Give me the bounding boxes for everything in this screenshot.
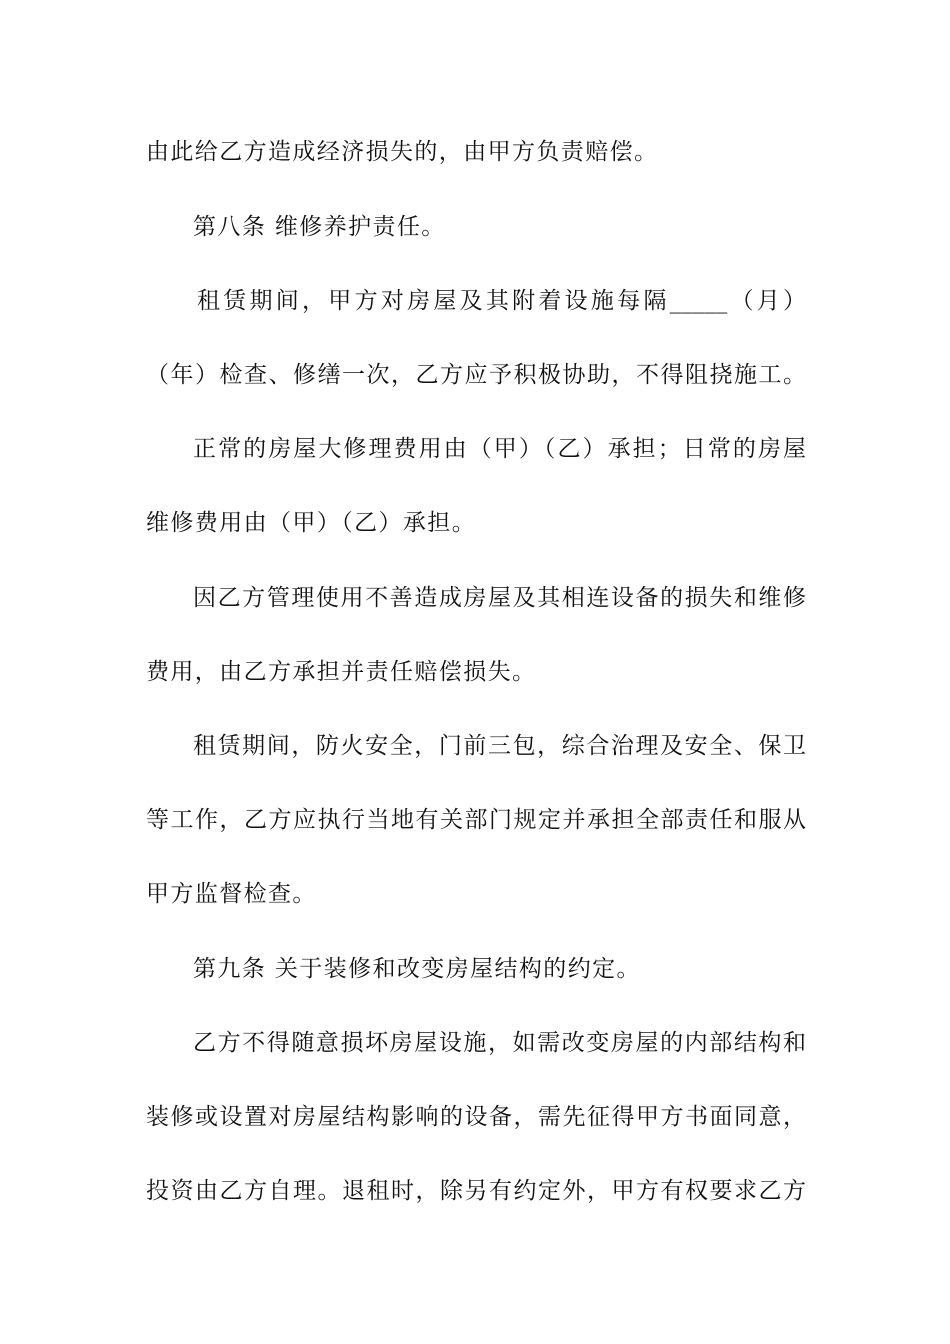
text-line-1: 由此给乙方造成经济损失的，由甲方负责赔偿。: [146, 139, 659, 165]
text-line-5: 正常的房屋大修理费用由（甲）（乙）承担；日常的房屋: [193, 436, 806, 462]
article-9-heading: 第九条 关于装修和改变房屋结构的约定。: [193, 956, 641, 982]
text-line-14: 装修或设置对房屋结构影响的设备，需先征得甲方书面同意，: [146, 1104, 806, 1130]
text-line-6: 维修费用由（甲）（乙）承担。: [146, 510, 477, 536]
text-line-3: 租赁期间，甲方对房屋及其附着设施每隔_____（月）: [197, 288, 806, 314]
text-line-10: 等工作，乙方应执行当地有关部门规定并承担全部责任和服从: [146, 807, 806, 833]
text-line-15: 投资由乙方自理。退租时，除另有约定外，甲方有权要求乙方: [146, 1178, 806, 1204]
text-line-8: 费用，由乙方承担并责任赔偿损失。: [146, 659, 537, 685]
text-line-9: 租赁期间，防火安全，门前三包，综合治理及安全、保卫: [193, 733, 806, 759]
text-line-4: （年）检查、修缮一次，乙方应予积极协助，不得阻挠施工。: [146, 362, 806, 388]
text-line-7: 因乙方管理使用不善造成房屋及其相连设备的损失和维修: [193, 585, 806, 611]
text-line-11: 甲方监督检查。: [146, 881, 317, 907]
text-line-13: 乙方不得随意损坏房屋设施，如需改变房屋的内部结构和: [193, 1030, 806, 1056]
article-8-heading: 第八条 维修养护责任。: [193, 214, 446, 240]
